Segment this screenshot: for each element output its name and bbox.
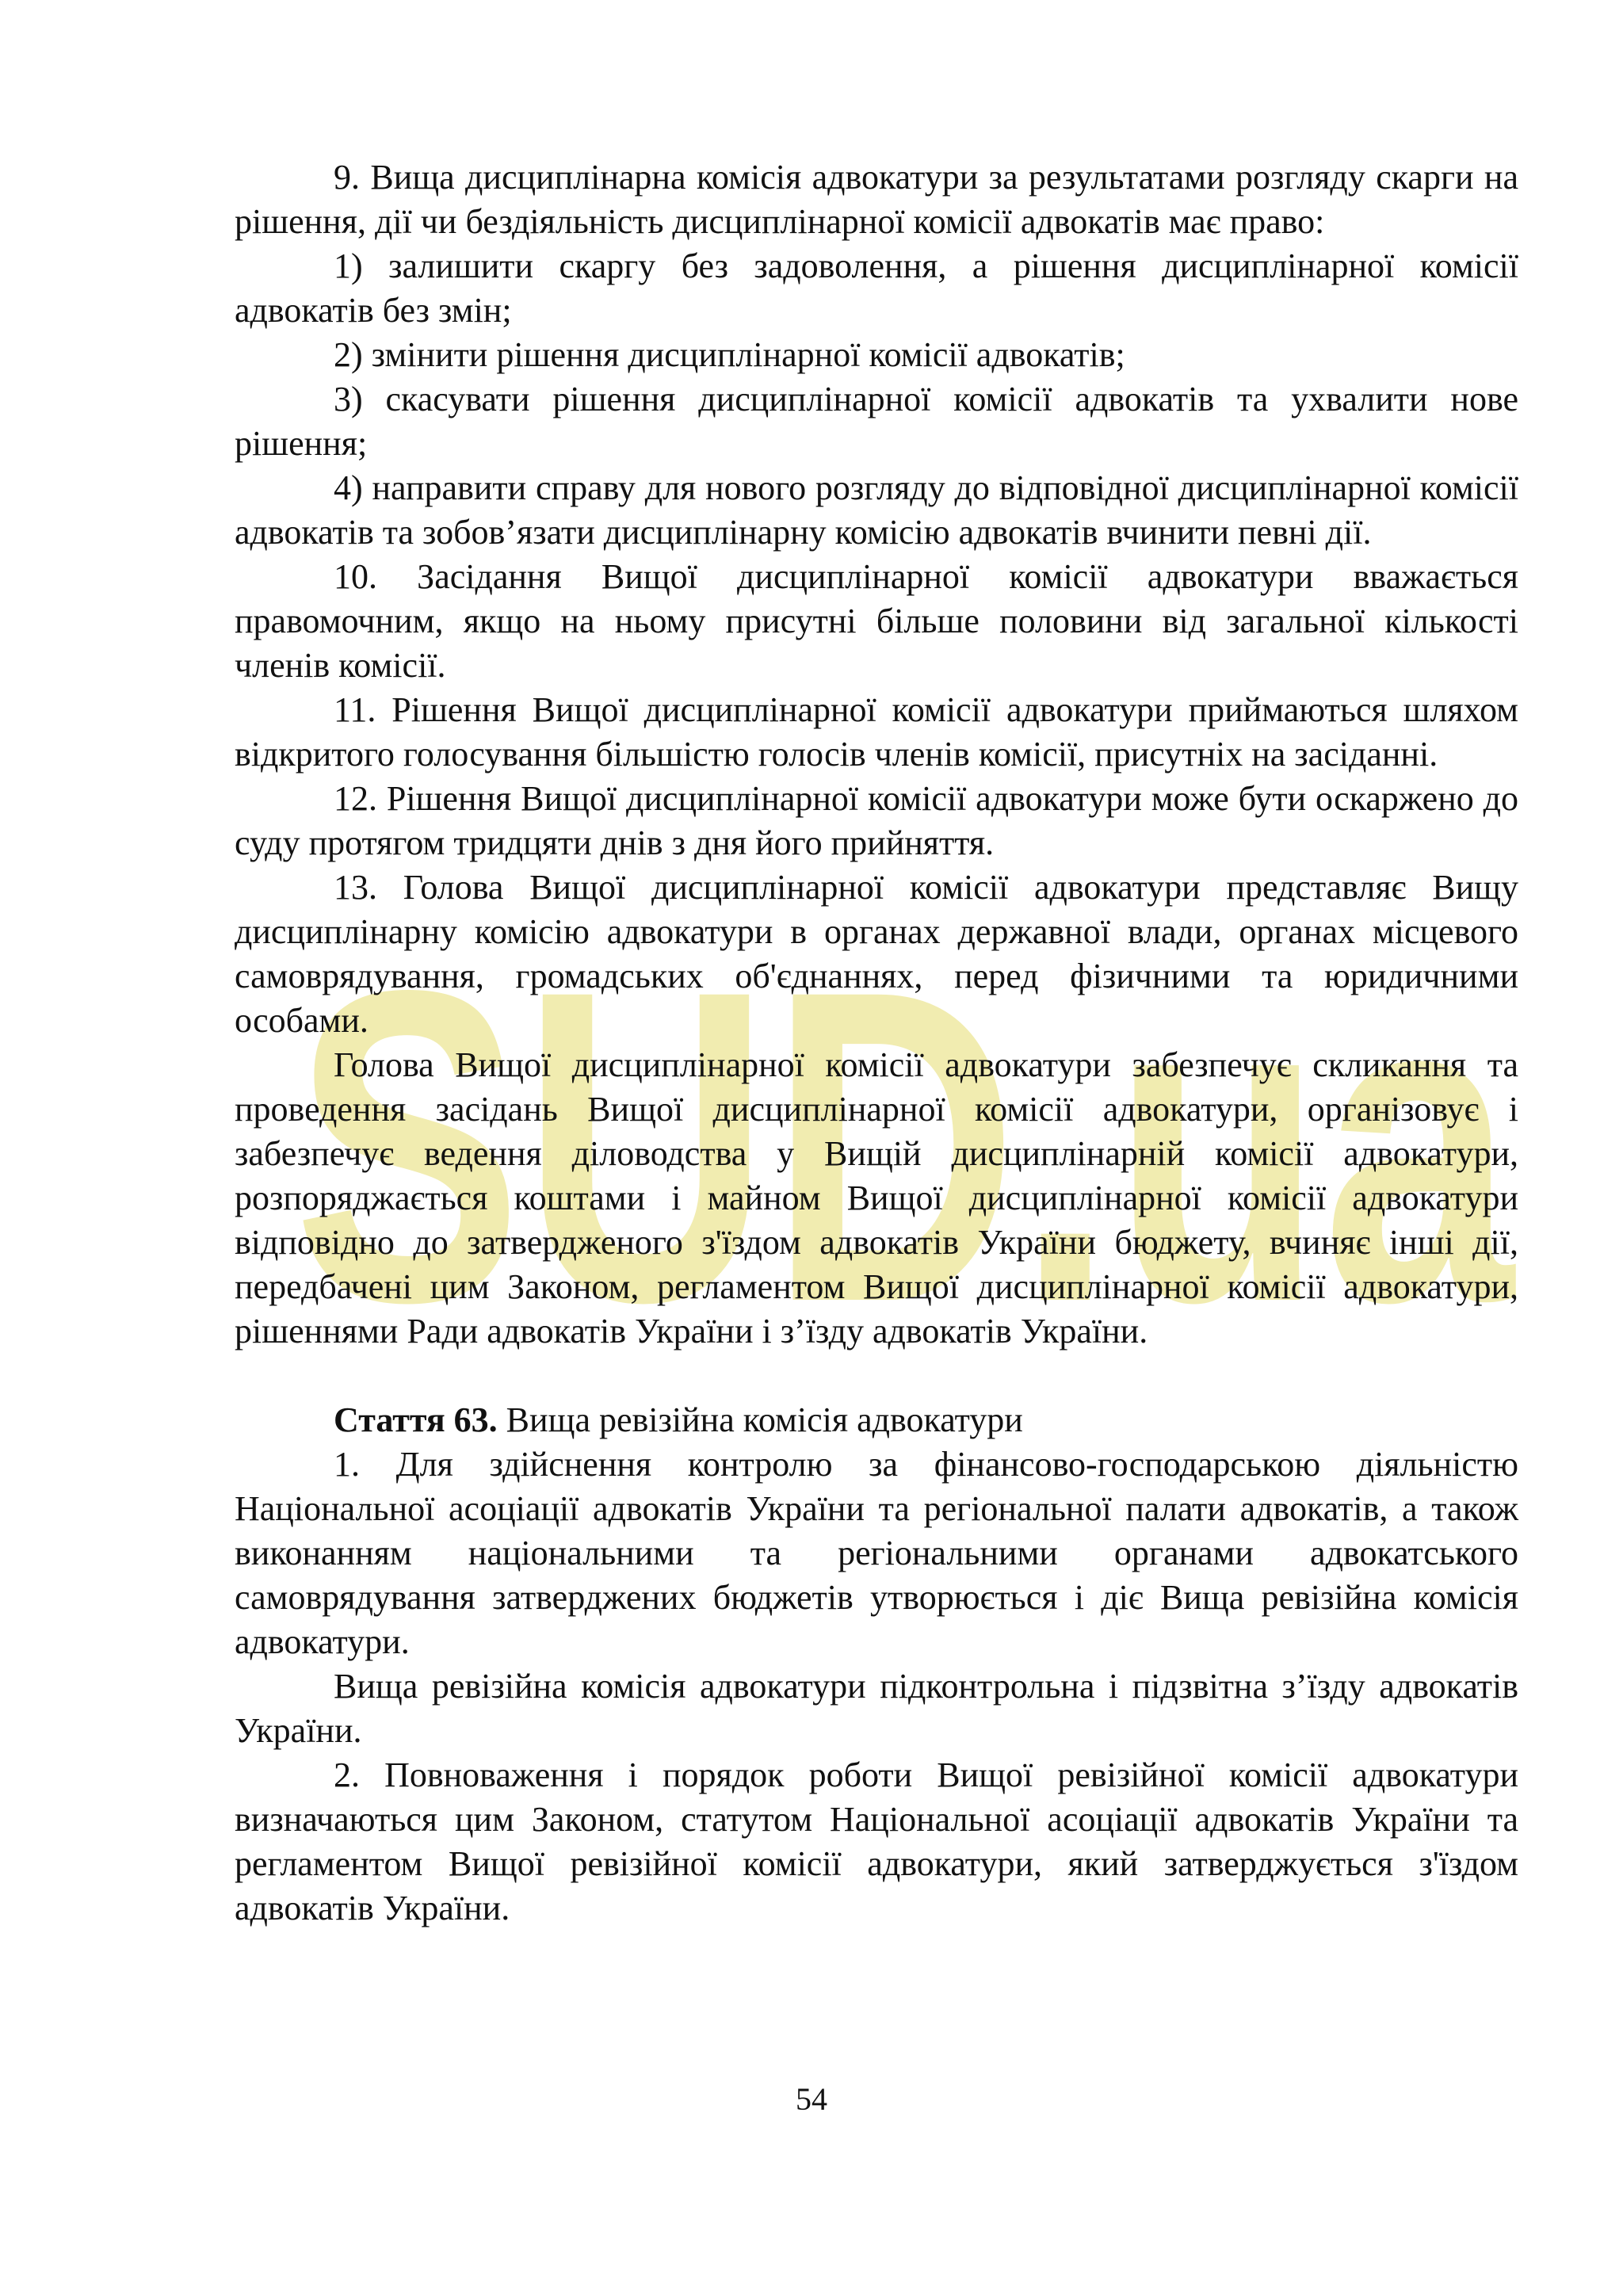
paragraph-p9-1: 1) залишити скаргу без задоволення, а рішення дисциплінарної комісії адвокатів без змін; [235,246,1518,330]
article-heading [235,1398,1518,1442]
article-label: Стаття 63. [334,1400,498,1439]
paragraph-a1: 1. Для здійснення контролю за фінансово-господарською діяльністю Національної асоціації адвокатів України та регіональної палати адвокатів, а також виконанням національними та регіональними органами адвокатського самоврядування затверджених бюджетів утворюється і діє Вища ревізійна комісія адвокатури. [235,1445,1518,1661]
page-number: 54 [796,2081,827,2117]
section-gap [235,1354,1518,1398]
paragraph-p9: 9. Вища дисциплінарна комісія адвокатури за результатами розгляду скарги на рішення, дії чи бездіяльність дисциплінарної комісії адвокатів має право: [235,158,1518,241]
paragraph-p9-2: 2) змінити рішення дисциплінарної комісії адвокатів; [334,335,1125,374]
svg-text:SUD.ua: SUD.ua [293,951,1516,1363]
paragraph-p11: 11. Рішення Вищої дисциплінарної комісії адвокатури приймаються шляхом відкритого голосування більшістю голосів членів комісії, присутніх на засіданні. [235,690,1518,774]
paragraph-a1b: Вища ревізійна комісія адвокатури підконтрольна і підзвітна з’їзду адвокатів України. [235,1667,1518,1750]
paragraphs-top [235,155,1518,1354]
paragraph-p13: 13. Голова Вищої дисциплінарної комісії адвокатури представляє Вищу дисциплінарну комісію адвокатури в органах державної влади, органах місцевого самоврядування, громадських об'єднаннях, перед фізичними та юридичними особами. [235,868,1518,1040]
paragraph-a2: 2. Повноваження і порядок роботи Вищої ревізійної комісії адвокатури визначаються цим Законом, статутом Національної асоціації адвокатів України та регламентом Вищої ревізійної комісії адвокатури, який затверджується з'їздом адвокатів України. [235,1755,1518,1927]
paragraph-p13b: Голова Вищої дисциплінарної комісії адвокатури забезпечує скликання та проведення засідань Вищої дисциплінарної комісії адвокатури, організовує і забезпечує ведення діловодства у Вищій дисциплінарній комісії адвокатури, розпоряджається коштами і майном Вищої дисциплінарної комісії адвокатури відповідно до затвердженого з'їздом адвокатів України бюджету, вчиняє інші дії, передбачені цим Законом, регламентом Вищої дисциплінарної комісії адвокатури, рішеннями Ради адвокатів України і з’їзду адвокатів України. [235,1045,1518,1350]
article-title: Вища ревізійна комісія адвокатури [497,1400,1023,1439]
paragraph-p10: 10. Засідання Вищої дисциплінарної комісії адвокатури вважається правомочним, якщо на ньому присутні більше половини від загальної кількості членів комісії. [235,557,1518,685]
page-body [235,155,1518,1931]
paragraph-p9-3: 3) скасувати рішення дисциплінарної комісії адвокатів та ухвалити нове рішення; [235,380,1518,463]
paragraphs-bottom [235,1442,1518,1931]
paragraph-p9-4: 4) направити справу для нового розгляду до відповідної дисциплінарної комісії адвокатів та зобов’язати дисциплінарну комісію адвокатів вчинити певні дії. [235,468,1518,552]
paragraph-p12: 12. Рішення Вищої дисциплінарної комісії адвокатури може бути оскаржено до суду протягом тридцяти днів з дня його прийняття. [235,779,1518,862]
